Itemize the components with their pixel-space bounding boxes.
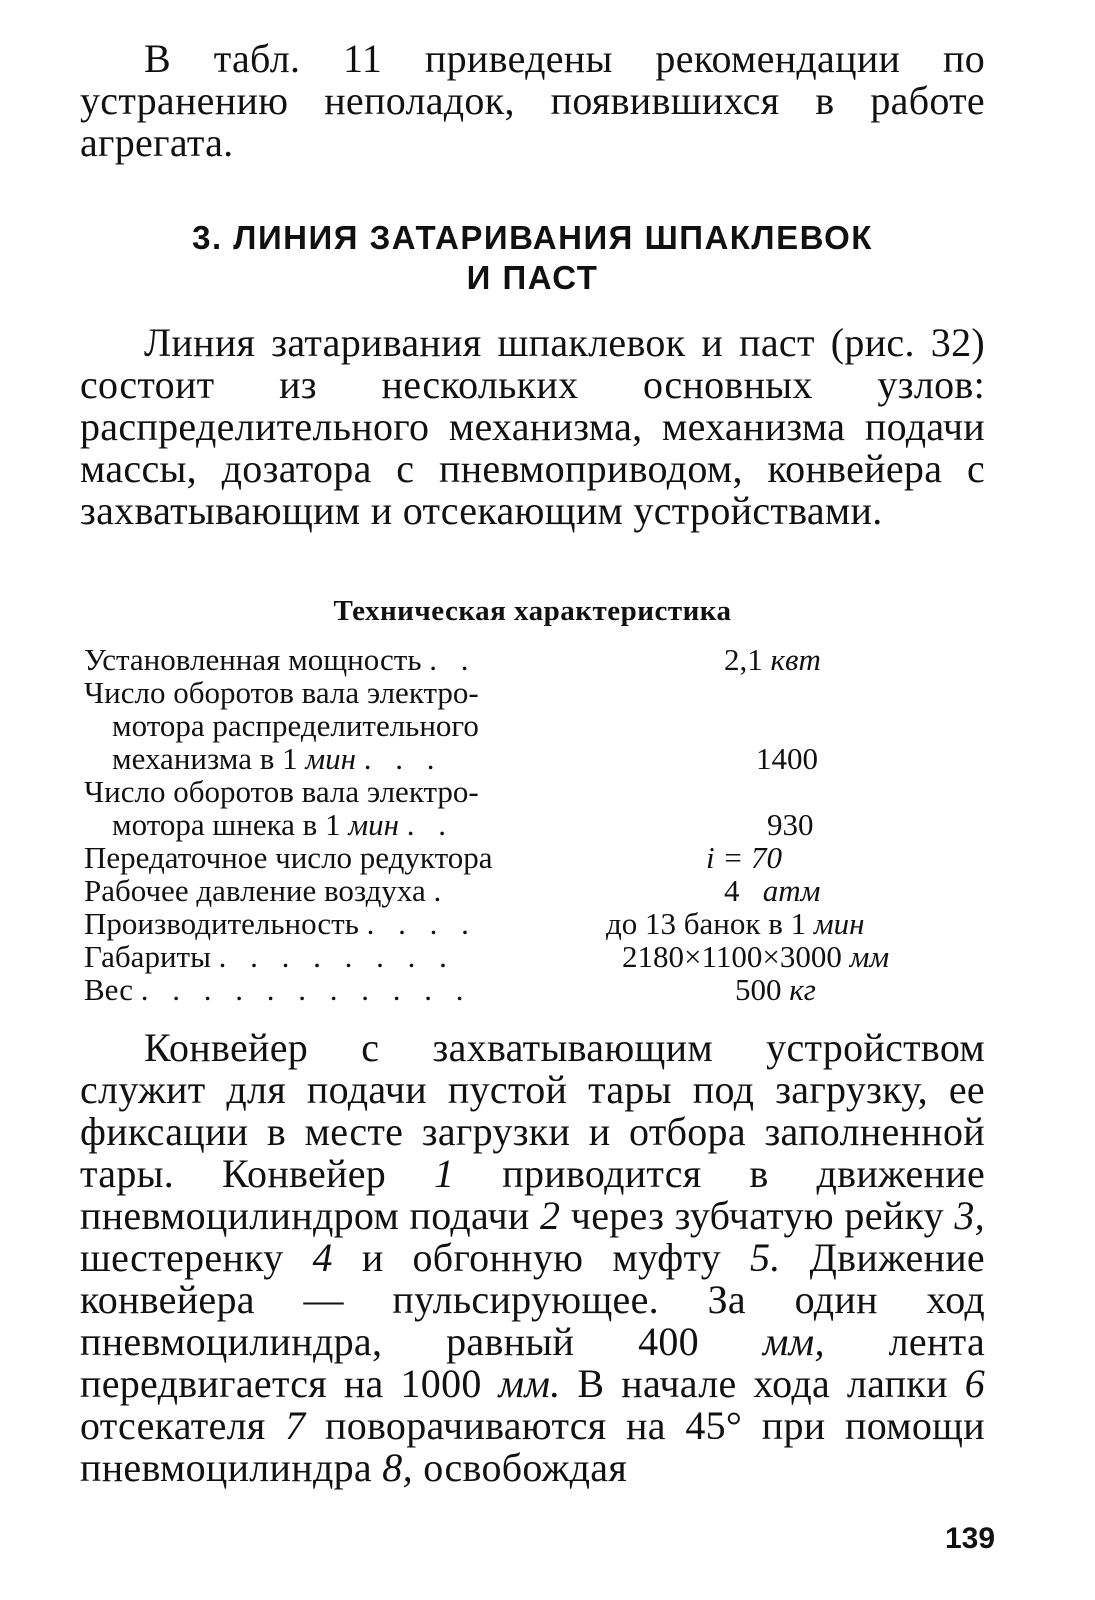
- spec-row-distributor-rpm: [84, 676, 984, 775]
- spec-label: Передаточное число редуктора: [84, 840, 493, 875]
- description-paragraph: Линия затаривания шпаклевок и паст (рис. 32) состоит из нескольких основных узлов: распределительного механизма, механизма подачи массы, дозатора с пневмоприводом, конвейера с захватывающим и отсекающим устройствами.: [80, 320, 985, 533]
- spec-value: 2,1 квт: [724, 642, 821, 677]
- section-heading: [80, 218, 985, 298]
- section-heading-line-1: [80, 218, 985, 258]
- spec-row-gear-ratio: [84, 841, 984, 874]
- spec-value: 930: [767, 807, 814, 842]
- spec-label: Число оборотов вала электро- мотора распределительного механизма в 1 мин . . .: [84, 675, 479, 776]
- spec-row-air-pressure: [84, 874, 984, 907]
- spec-value: 500 кг: [735, 972, 816, 1007]
- spec-row-productivity: [84, 907, 984, 940]
- spec-value: 1400: [756, 741, 818, 776]
- section-title-line-1: ЛИНИЯ ЗАТАРИВАНИЯ ШПАКЛЕВОК: [233, 219, 873, 256]
- spec-value: i = 70: [706, 840, 783, 875]
- spec-label: Производительность . . . .: [84, 906, 477, 941]
- section-number: 3.: [192, 219, 223, 256]
- spec-row-auger-rpm: [84, 775, 984, 841]
- spec-label: Установленная мощность . .: [84, 642, 477, 677]
- spec-label: Рабочее давление воздуха .: [84, 873, 450, 908]
- intro-paragraph: В табл. 11 приведены рекомендации по устранению неполадок, появившихся в работе агрегата.: [80, 36, 985, 165]
- spec-value: до 13 банок в 1 мин: [606, 906, 865, 941]
- spec-row-power: [84, 643, 984, 676]
- spec-label: Вес . . . . . . . . . . .: [84, 972, 472, 1007]
- spec-row-dimensions: [84, 940, 984, 973]
- spec-label: Число оборотов вала электро- мотора шнека в 1 мин . .: [84, 774, 479, 842]
- section-title-line-2: И ПАСТ: [466, 259, 599, 296]
- specs-title: Техническая характеристика: [333, 595, 732, 627]
- specs-table: [84, 643, 984, 1006]
- spec-label: Габариты . . . . . . . .: [84, 939, 455, 974]
- spec-row-weight: [84, 973, 984, 1006]
- page-number: 139: [945, 1522, 996, 1555]
- spec-value: 4 атм: [724, 873, 821, 908]
- conveyor-paragraph: Конвейер с захватывающим устройством служит для подачи пустой тары под загрузку, ее фиксации в месте загрузки и отбора заполненной тары. Конвейер 1 приводится в движение пневмоцилиндром подачи 2 через зубчатую рейку 3, шестеренку 4 и обгонную муфту 5. Движение конвейера — пульсирующее. За один ход пневмоцилиндра, равный 400 мм, лента передвигается на 1000 мм. В начале хода лапки 6 отсекателя 7 поворачиваются на 45° при помощи пневмоцилиндра 8, освобождая: [80, 1025, 986, 1490]
- spec-value: 2180×1100×3000 мм: [622, 939, 890, 974]
